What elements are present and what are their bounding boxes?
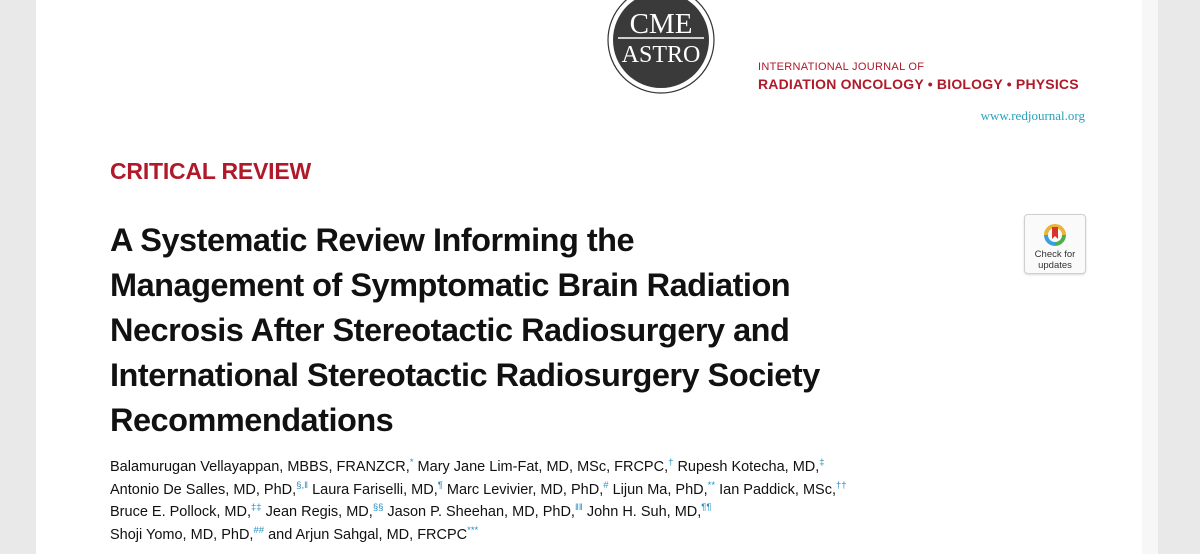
author: Mary Jane Lim-Fat, MD, MSc, FRCPC, — [417, 459, 669, 475]
affiliation-mark[interactable]: ¶¶ — [701, 502, 712, 513]
author: Bruce E. Pollock, MD, — [110, 504, 252, 520]
author: Balamurugan Vellayappan, MBBS, FRANZCR, — [110, 459, 410, 475]
author: Rupesh Kotecha, MD, — [677, 459, 820, 475]
journal-url-link[interactable]: www.redjournal.org — [980, 108, 1085, 123]
title-line: Recommendations — [110, 402, 394, 438]
author: and Arjun Sahgal, MD, FRCPC — [268, 526, 468, 543]
badge-label — [1025, 249, 1085, 271]
article-title — [110, 218, 990, 443]
badge-label-line: Check for — [1034, 249, 1076, 260]
affiliation-mark[interactable]: * — [409, 457, 414, 468]
author: Shoji Yomo, MD, PhD, — [110, 526, 254, 543]
affiliation-mark[interactable]: ** — [707, 479, 716, 491]
affiliation-mark[interactable]: §§ — [372, 502, 384, 513]
author-list — [110, 456, 1010, 546]
title-line: A Systematic Review Informing the — [110, 222, 635, 258]
author-line — [110, 456, 1010, 479]
author: Jason P. Sheehan, MD, PhD, — [387, 504, 575, 520]
title-line: Necrosis After Stereotactic Radiosurgery and — [110, 312, 790, 348]
logo-text-astro: ASTRO — [621, 42, 701, 68]
affiliation-mark[interactable]: ¶ — [437, 479, 443, 491]
title-line: Management of Symptomatic Brain Radiation — [110, 267, 791, 303]
author: Marc Levivier, MD, PhD, — [446, 481, 604, 498]
author-line — [110, 501, 1010, 524]
journal-subtitle: INTERNATIONAL JOURNAL OF — [758, 61, 925, 73]
author: Antonio De Salles, MD, PhD, — [110, 481, 297, 498]
affiliation-mark[interactable]: ‖‖ — [574, 502, 583, 513]
affiliation-mark[interactable]: ## — [253, 524, 265, 536]
title-line: International Stereotactic Radiosurgery Society — [110, 357, 820, 393]
author-line — [110, 524, 1010, 547]
affiliation-mark[interactable]: † — [668, 457, 674, 468]
author: Jean Regis, MD, — [265, 504, 373, 520]
affiliation-mark[interactable]: †† — [835, 479, 847, 491]
author-line — [110, 479, 1010, 502]
crossmark-icon — [1042, 221, 1068, 247]
section-label: CRITICAL REVIEW — [110, 158, 312, 184]
cme-astro-logo — [604, 0, 718, 96]
affiliation-mark[interactable]: ‡ — [819, 457, 825, 468]
affiliation-mark[interactable]: ‡‡ — [251, 502, 262, 513]
page-edge — [1142, 0, 1158, 554]
author: Laura Fariselli, MD, — [312, 481, 438, 498]
author: Lijun Ma, PhD, — [612, 481, 708, 498]
affiliation-mark[interactable]: # — [603, 479, 609, 491]
affiliation-mark[interactable]: §,‖ — [296, 479, 309, 491]
author: John H. Suh, MD, — [586, 504, 702, 520]
affiliation-mark[interactable]: *** — [467, 524, 479, 536]
logo-text-cme: CME — [629, 8, 693, 40]
badge-label-line: updates — [1038, 260, 1072, 271]
check-for-updates-button[interactable] — [1024, 214, 1086, 274]
journal-name: RADIATION ONCOLOGY • BIOLOGY • PHYSICS — [758, 76, 1079, 92]
author: Ian Paddick, MSc, — [719, 481, 836, 498]
